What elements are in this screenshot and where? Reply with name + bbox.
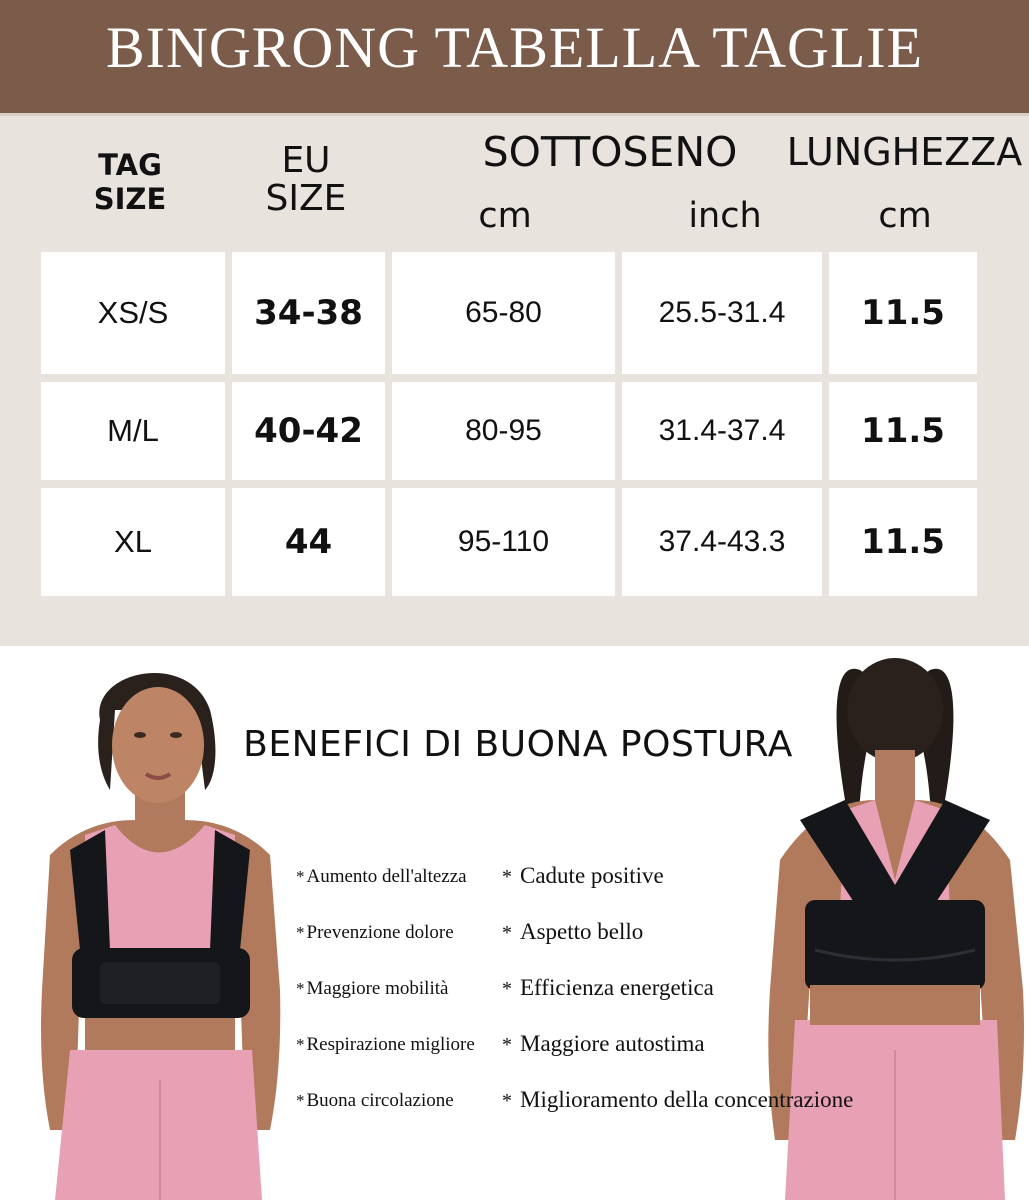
- benefit-label: Aspetto bello: [520, 919, 644, 944]
- benefit-item: [502, 975, 714, 1001]
- benefit-item: [296, 866, 467, 888]
- cell-tag-size: XL: [41, 488, 225, 596]
- star-bullet-icon: *: [502, 978, 512, 1000]
- star-bullet-icon: *: [296, 979, 305, 998]
- cell-underbust-cm: 65-80: [392, 252, 615, 374]
- header-underbust: SOTTOSENO: [482, 128, 738, 176]
- star-bullet-icon: *: [296, 923, 305, 942]
- star-bullet-icon: *: [502, 1034, 512, 1056]
- benefit-item: [296, 1034, 475, 1056]
- star-bullet-icon: *: [296, 1091, 305, 1110]
- benefit-item: [296, 978, 448, 1000]
- size-chart: [0, 113, 1029, 646]
- cell-eu-size: 44: [232, 488, 385, 596]
- cell-underbust-inch: 37.4-43.3: [622, 488, 822, 596]
- cell-tag-size: M/L: [41, 382, 225, 480]
- benefit-label: Maggiore mobilità: [306, 978, 449, 999]
- benefit-label: Maggiore autostima: [520, 1031, 705, 1056]
- benefit-label: Respirazione migliore: [306, 1034, 475, 1055]
- benefit-item: [502, 919, 643, 945]
- header-eu-size-line2: SIZE: [265, 178, 347, 219]
- cell-length-cm: 11.5: [829, 382, 977, 480]
- star-bullet-icon: *: [296, 867, 305, 886]
- star-bullet-icon: *: [502, 1090, 512, 1112]
- benefits-title: BENEFICI DI BUONA POSTURA: [243, 724, 793, 765]
- star-bullet-icon: *: [296, 1035, 305, 1054]
- benefit-label: Prevenzione dolore: [306, 922, 454, 943]
- header-tag-size: [60, 148, 200, 216]
- cell-eu-size: 34-38: [232, 252, 385, 374]
- cell-length-cm: 11.5: [829, 488, 977, 596]
- cell-underbust-cm: 95-110: [392, 488, 615, 596]
- benefit-label: Aumento dell'altezza: [306, 866, 467, 887]
- star-bullet-icon: *: [502, 866, 512, 888]
- cell-underbust-inch: 31.4-37.4: [622, 382, 822, 480]
- benefit-label: Miglioramento della concentrazione: [520, 1087, 854, 1112]
- header-length: LUNGHEZZA: [786, 130, 1023, 174]
- benefit-item: [502, 863, 664, 889]
- cell-underbust-inch: 25.5-31.4: [622, 252, 822, 374]
- benefit-item: [296, 1090, 454, 1112]
- benefit-item: [296, 922, 454, 944]
- star-bullet-icon: *: [502, 922, 512, 944]
- banner-title: BINGRONG TABELLA TAGLIE: [105, 15, 924, 80]
- benefit-label: Cadute positive: [520, 863, 664, 888]
- benefit-label: Buona circolazione: [306, 1090, 454, 1111]
- header-unit-cm-length: cm: [878, 196, 932, 236]
- header-unit-inch: inch: [688, 196, 762, 236]
- header-tag-size-line1: TAG: [98, 148, 162, 182]
- cell-tag-size: XS/S: [41, 252, 225, 374]
- cell-length-cm: 11.5: [829, 252, 977, 374]
- header-eu-size-line1: EU: [281, 140, 331, 181]
- header-unit-cm: cm: [478, 196, 532, 236]
- header-eu-size: [236, 142, 376, 218]
- header-tag-size-line2: SIZE: [93, 182, 167, 216]
- benefit-item: [502, 1031, 705, 1057]
- cell-eu-size: 40-42: [232, 382, 385, 480]
- cell-underbust-cm: 80-95: [392, 382, 615, 480]
- title-banner: [0, 0, 1029, 113]
- benefit-label: Efficienza energetica: [520, 975, 714, 1000]
- benefit-item: [502, 1087, 853, 1113]
